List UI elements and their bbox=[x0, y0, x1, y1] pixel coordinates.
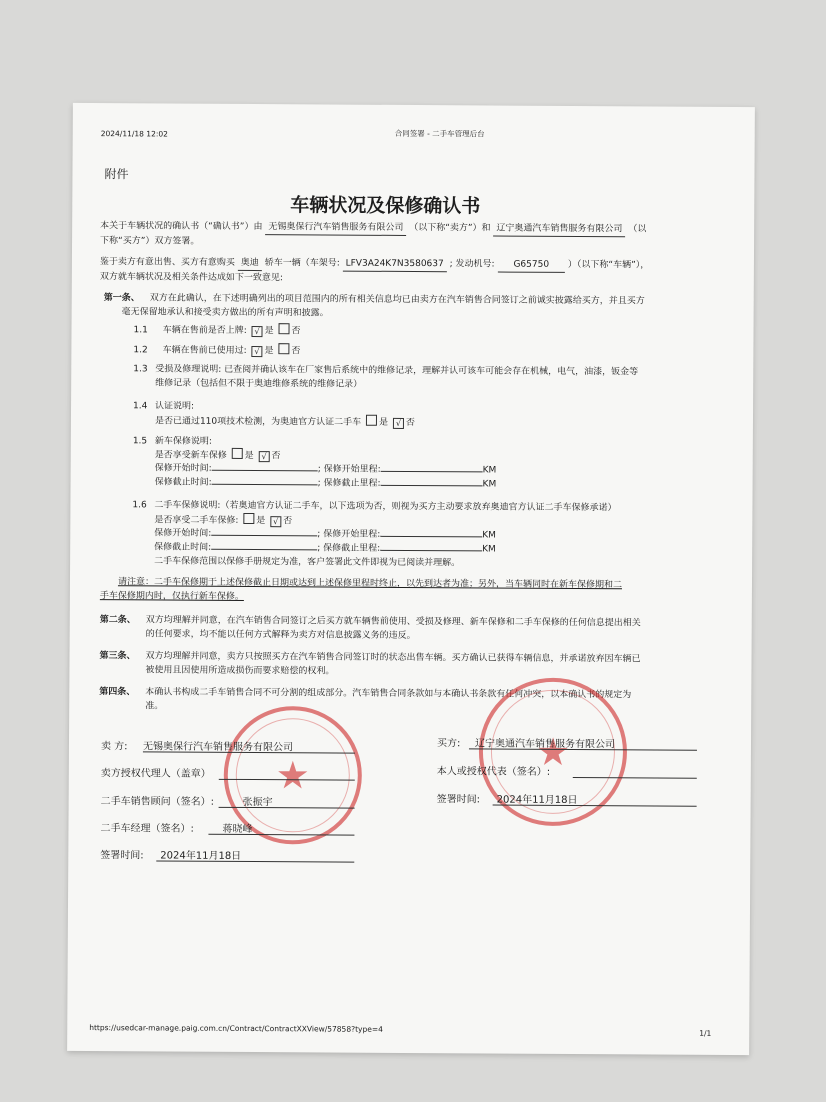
intro-text: 鉴于卖方有意出售、买方有意购买 bbox=[99, 257, 235, 268]
start-time-field[interactable] bbox=[212, 470, 318, 472]
item-number: 1.2 bbox=[133, 345, 148, 356]
item-1-3-text: 维修记录（包括但不限于奥迪维修系统的维修记录） bbox=[155, 378, 363, 390]
print-datetime: 2024/11/18 12:02 bbox=[100, 129, 168, 139]
item-1-4-number: 1.4 bbox=[133, 401, 148, 412]
yes-label: 是 bbox=[264, 326, 274, 337]
km-unit: KM bbox=[482, 479, 497, 490]
item-1-1 bbox=[133, 322, 300, 338]
document-title: 车辆状况及保修确认书 bbox=[290, 194, 481, 218]
intro-text: 本关于车辆状况的确认书（“确认书”）由 bbox=[100, 221, 263, 233]
article-1-label: 第一条、 bbox=[103, 293, 140, 304]
article-2-text: 的任何要求，均不能以任何方式解释为卖方对信息披露义务的违反。 bbox=[145, 629, 416, 642]
km-unit: KM bbox=[482, 465, 497, 476]
buyer-rep-label: 本人或授权代表（签名）: bbox=[436, 766, 551, 778]
no-checkbox[interactable] bbox=[278, 343, 289, 354]
article-4-text: 本确认书构成二手车销售合同不可分割的组成部分。汽车销售合同条款如与本确认书条款有任何冲突，以本确认书的规定为 bbox=[145, 687, 632, 701]
buyer-date-label: 签署时间: bbox=[436, 794, 481, 806]
field-label: ; 保修截止里程: bbox=[317, 543, 381, 554]
no-label: 否 bbox=[271, 451, 281, 462]
item-1-3-text: 受损及修理说明: 已查阅并确认该车在厂家售后系统中的维修记录，理解并认可该车可能会存在机械，电气，油漆，钣金等 bbox=[155, 364, 639, 378]
article-3-text: 被使用且因使用所造成损伤而要求赔偿的权利。 bbox=[145, 665, 335, 677]
buyer-value: 辽宁奥通汽车销售服务有限公司 bbox=[474, 738, 616, 751]
seller-date-label: 签署时间: bbox=[100, 850, 144, 862]
buyer-name: 辽宁奥通汽车销售服务有限公司 bbox=[493, 221, 625, 237]
advisor-label: 二手车销售顾问（签名）: bbox=[100, 796, 215, 808]
start-km-field[interactable] bbox=[380, 536, 482, 538]
engine-number: G65750 bbox=[497, 258, 565, 273]
article-1-text: 双方在此确认，在下述明确列出的项目范围内的所有相关信息均已由卖方在汽车销售合同签订之前诚实披露给买方，并且买方 bbox=[149, 293, 645, 307]
no-label: 否 bbox=[405, 417, 415, 429]
warranty-scope: 二手车保修范围以保修手册规定为准，客户签署此文件即视为已阅读并理解。 bbox=[154, 556, 461, 569]
article-2-text: 双方均理解并同意，在汽车销售合同签订之后买方就车辆售前使用、受损及修理、新车保修和二手车保修的任何信息提出相关 bbox=[145, 615, 641, 629]
no-checkbox[interactable]: √ bbox=[270, 516, 281, 527]
question-text: 是否已通过110项技术检测，为奥迪官方认证二手车 bbox=[154, 416, 362, 428]
field-label: 保修截止时间: bbox=[154, 542, 212, 553]
item-1-4-question bbox=[155, 413, 415, 430]
seal-star-icon: ★ bbox=[275, 753, 310, 798]
yes-label: 是 bbox=[256, 516, 266, 527]
seller-name: 无锡奥保行汽车销售服务有限公司 bbox=[265, 220, 406, 236]
yes-checkbox[interactable]: √ bbox=[251, 346, 262, 357]
yes-label: 是 bbox=[378, 417, 389, 428]
yes-checkbox[interactable]: √ bbox=[252, 326, 263, 337]
end-time-field[interactable] bbox=[211, 549, 317, 551]
intro-text: 轿车一辆（车架号: bbox=[264, 258, 340, 269]
buyer-date: 2024年11月18日 bbox=[496, 794, 578, 807]
seller-value: 无锡奥保行汽车销售服务有限公司 bbox=[142, 741, 294, 754]
no-checkbox[interactable] bbox=[279, 323, 290, 334]
notice-line-2: 手车保修期内时，仅执行新车保修。 bbox=[99, 591, 244, 602]
intro-text: ; 发动机号: bbox=[449, 259, 495, 270]
manager-signature: 蒋晓峰 bbox=[222, 823, 253, 836]
start-km-field[interactable] bbox=[381, 471, 483, 473]
no-label: 否 bbox=[291, 326, 301, 337]
yes-label: 是 bbox=[264, 346, 274, 357]
end-time-field[interactable] bbox=[212, 484, 318, 486]
seal-star-icon: ★ bbox=[535, 729, 571, 774]
article-3-label: 第三条、 bbox=[99, 651, 136, 662]
item-text: 车辆在售前已使用过: bbox=[162, 345, 247, 356]
item-text: 车辆在售前是否上牌: bbox=[162, 325, 247, 336]
article-3-text: 双方均理解并同意，卖方只按照买方在汽车销售合同签订时的状态出售车辆。买方确认已获得车辆信息，并承诺放弃因车辆已 bbox=[145, 651, 641, 665]
seller-date: 2024年11月18日 bbox=[160, 850, 242, 862]
seller-label: 卖 方: bbox=[100, 741, 128, 753]
contract-paper bbox=[67, 103, 755, 1055]
no-checkbox[interactable]: √ bbox=[393, 418, 404, 429]
km-unit: KM bbox=[482, 530, 496, 541]
item-number: 1.1 bbox=[133, 325, 148, 336]
attachment-label: 附件 bbox=[104, 167, 129, 182]
new-warranty-end-row bbox=[155, 475, 497, 491]
seller-date-line bbox=[156, 860, 354, 862]
item-1-3-number: 1.3 bbox=[133, 364, 148, 375]
field-label: 保修开始时间: bbox=[154, 528, 212, 539]
page-number: 1/1 bbox=[699, 1028, 712, 1038]
item-1-2 bbox=[133, 342, 300, 358]
question-text: 是否享受二手车保修: bbox=[154, 515, 239, 526]
intro-line-4: 双方就车辆状况及相关条件达成如下一致意见: bbox=[99, 272, 283, 284]
item-1-6-number: 1.6 bbox=[132, 500, 147, 511]
km-unit: KM bbox=[482, 544, 496, 555]
system-title: 合同签署 - 二手车管理后台 bbox=[394, 128, 485, 139]
question-text: 是否享受新车保修 bbox=[154, 450, 227, 461]
manager-label: 二手车经理（签名）: bbox=[100, 823, 194, 835]
advisor-signature: 张振宇 bbox=[242, 796, 273, 809]
intro-text: （以下称“卖方”）和 bbox=[409, 222, 491, 234]
intro-line-2: 下称“买方”）双方签署。 bbox=[100, 236, 200, 247]
yes-checkbox[interactable] bbox=[243, 513, 254, 524]
field-label: ; 保修开始里程: bbox=[317, 529, 381, 540]
article-1-text: 毫无保留地承认和接受卖方做出的所有声明和披露。 bbox=[121, 307, 329, 319]
no-label: 否 bbox=[283, 516, 293, 527]
yes-label: 是 bbox=[244, 450, 254, 462]
field-label: 保修开始时间: bbox=[154, 463, 212, 474]
notice-line-1: 请注意：二手车保修期于上述保修截止日期或达到上述保修里程时终止，以先到达者为准；另外，当车辆同时在新车保修期和二 bbox=[117, 577, 623, 591]
intro-text: （以 bbox=[628, 224, 647, 235]
field-label: ; 保修截止里程: bbox=[317, 478, 381, 489]
item-1-6-title: 二手车保修说明:（若奥迪官方认证二手车，以下选项为否，则视为买方主动要求放弃奥迪官方认证二手车保修承诺） bbox=[154, 500, 617, 514]
no-label: 否 bbox=[291, 346, 301, 357]
intro-text: ）（以下称“车辆”）， bbox=[567, 259, 650, 271]
no-checkbox[interactable]: √ bbox=[258, 451, 269, 462]
yes-checkbox[interactable] bbox=[366, 415, 377, 426]
vehicle-brand: 奥迪 bbox=[238, 256, 262, 271]
article-2-label: 第二条、 bbox=[99, 615, 136, 626]
field-label: ; 保修开始里程: bbox=[317, 464, 381, 475]
vin-number: LFV3A24K7N3580637 bbox=[343, 257, 447, 273]
item-1-5-number: 1.5 bbox=[132, 436, 148, 447]
article-4-label: 第四条、 bbox=[99, 687, 136, 698]
field-label: 保修截止时间: bbox=[154, 477, 212, 488]
end-km-field[interactable] bbox=[381, 485, 483, 487]
yes-checkbox[interactable] bbox=[232, 448, 243, 459]
buyer-label: 买方: bbox=[436, 738, 461, 750]
start-time-field[interactable] bbox=[211, 535, 317, 537]
seller-agent-label: 卖方授权代理人（盖章） bbox=[100, 768, 211, 780]
end-km-field[interactable] bbox=[380, 550, 482, 552]
footer-url: https://usedcar-manage.paig.com.cn/Contract/ContractXXView/57858?type=4 bbox=[89, 1023, 383, 1034]
item-1-4-title: 认证说明: bbox=[155, 401, 195, 412]
article-4-text: 准。 bbox=[145, 701, 164, 712]
item-1-5-title: 新车保修说明: bbox=[154, 436, 212, 447]
